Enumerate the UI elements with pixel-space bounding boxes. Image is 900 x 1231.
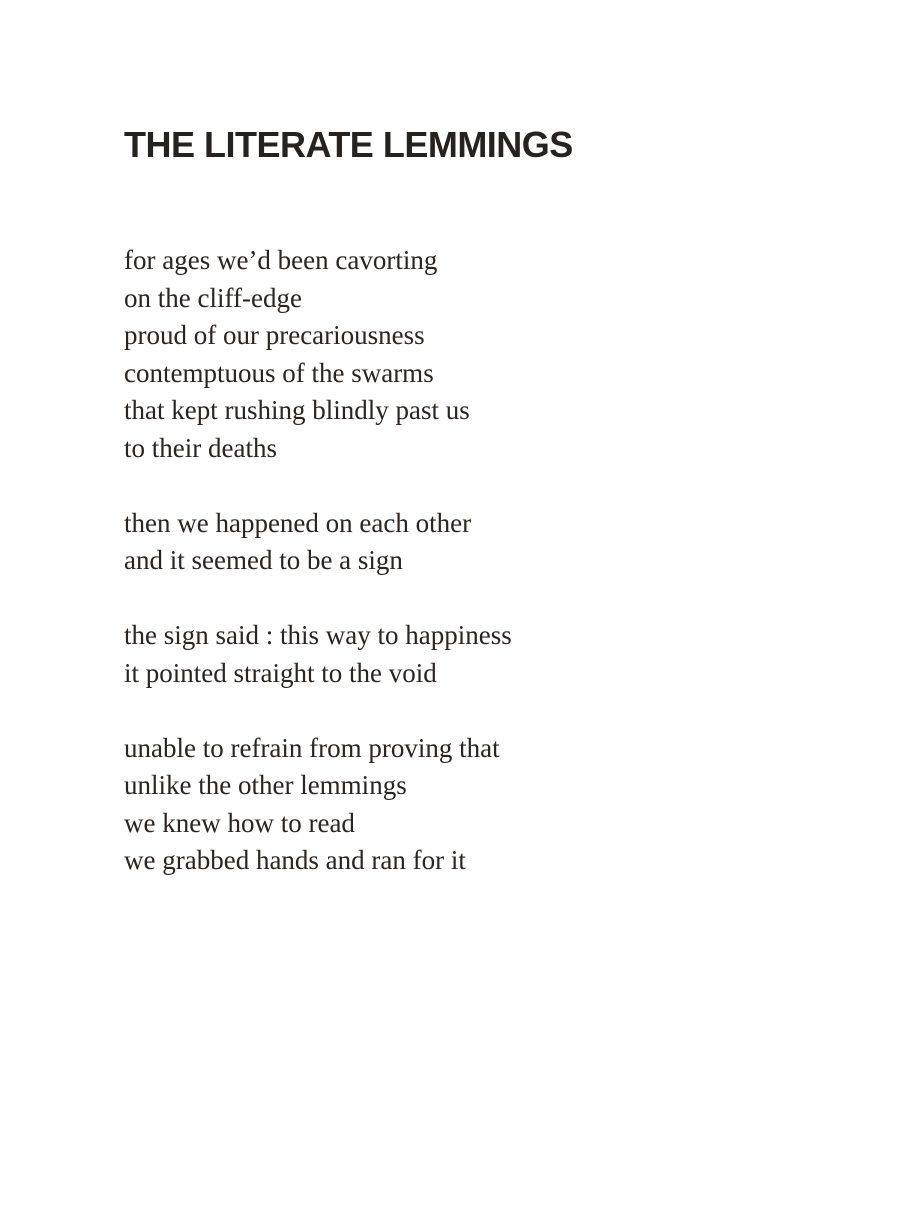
poem-line: it pointed straight to the void [124, 657, 437, 688]
poem-line: proud of our precariousness [124, 320, 425, 350]
poem-line: then we happened on each other [124, 507, 472, 538]
poem-line: on the cliff-edge [124, 282, 302, 313]
poem-line: that kept rushing blindly past us [124, 395, 470, 425]
poem-line: we knew how to read [124, 807, 355, 838]
stanza-1 [124, 242, 860, 467]
page-content [124, 0, 860, 880]
poem-line: the sign said : this way to happiness [124, 620, 512, 650]
poem-line: unable to refrain from proving that [124, 732, 500, 763]
poem-line: unlike the other lemmings [124, 770, 407, 800]
poem-line: for ages we’d been cavorting [124, 245, 438, 275]
poem-line: contemptuous of the swarms [124, 357, 434, 388]
poem-body [124, 242, 860, 880]
stanza-4 [124, 730, 860, 880]
stanza-3 [124, 617, 860, 692]
poem-title: THE LITERATE LEMMINGS [124, 124, 573, 165]
poem-line: to their deaths [124, 432, 277, 463]
stanza-2 [124, 505, 860, 580]
poem-line: we grabbed hands and ran for it [124, 845, 466, 875]
poem-line: and it seemed to be a sign [124, 545, 403, 575]
